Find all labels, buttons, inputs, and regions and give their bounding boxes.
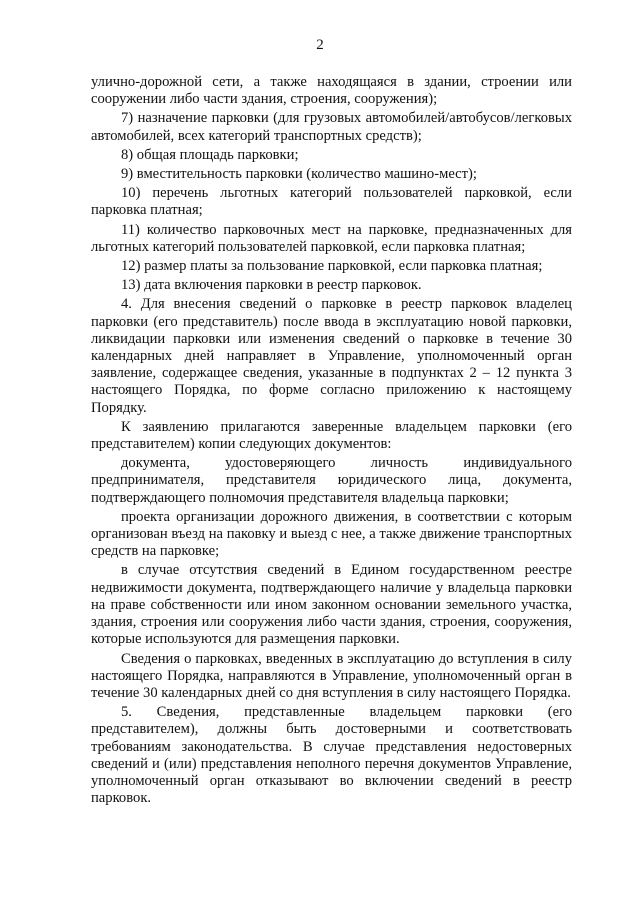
paragraph-2: 7) назначение парковки (для грузовых автомобилей/автобусов/легковых автомобилей, всех категорий транспортных средств); bbox=[91, 110, 572, 144]
paragraph-6: 11) количество парковочных мест на парковке, предназначенных для льготных категорий пользователей парковкой, если парковка платная; bbox=[91, 221, 572, 255]
paragraph-14: Сведения о парковках, введенных в эксплуатацию до вступления в силу настоящего Порядка, направляются в Управление, уполномоченный орган в течение 30 календарных дней со дня вступления в силу настоящего Порядка. bbox=[91, 650, 572, 701]
paragraph-7: 12) размер платы за пользование парковкой, если парковка платная; bbox=[121, 258, 543, 275]
page-number: 2 bbox=[316, 37, 324, 53]
paragraph-13: в случае отсутствия сведений в Едином государственном реестре недвижимости документа, подтверждающего наличие у владельца парковки на праве собственности или ином законном основании земельного участка, здания, строения или сооружения либо части здания, строения, сооружения, которые используются для размещения парковки. bbox=[91, 562, 572, 648]
paragraph-1: улично-дорожной сети, а также находящаяся в здании, строении или сооружении либо части здания, строения, сооружения); bbox=[91, 74, 572, 108]
paragraph-3: 8) общая площадь парковки; bbox=[121, 146, 299, 163]
paragraph-9: 4. Для внесения сведений о парковке в реестр парковок владелец парковки (его представитель) после ввода в эксплуатацию новой парковки, ликвидации парковки или изменения сведений о парковке в течение 30 календарных дней направляет в Управление, уполномоченный орган заявление, содержащее сведения, указанные в подпунктах 2 – 12 пункта 3 настоящего Порядка, по форме согласно приложению к настоящему Порядку. bbox=[91, 296, 572, 416]
paragraph-4: 9) вместительность парковки (количество машино-мест); bbox=[121, 166, 477, 183]
paragraph-15: 5. Сведения, представленные владельцем парковки (его представителем), должны быть достоверными и соответствовать требованиям законодательства. В случае представления недостоверных сведений и (или) представления неполного перечня документов Управление, уполномоченный орган отказывают во включении сведений в реестр парковок. bbox=[91, 704, 572, 807]
paragraph-12: проекта организации дорожного движения, в соответствии с которым организован въезд на паковку и выезд с нее, а также движение транспортных средств на парковке; bbox=[91, 508, 572, 560]
paragraph-11: документа, удостоверяющего личность индивидуального предпринимателя, представителя юридического лица, документа, подтверждающего полномочия представителя владельца парковки; bbox=[91, 455, 572, 506]
paragraph-10: К заявлению прилагаются заверенные владельцем парковки (его представителем) копии следующих документов: bbox=[91, 418, 572, 453]
paragraph-8: 13) дата включения парковки в реестр парковок. bbox=[121, 277, 422, 294]
document-body bbox=[91, 74, 572, 809]
paragraph-5: 10) перечень льготных категорий пользователей парковкой, если парковка платная; bbox=[91, 185, 572, 219]
